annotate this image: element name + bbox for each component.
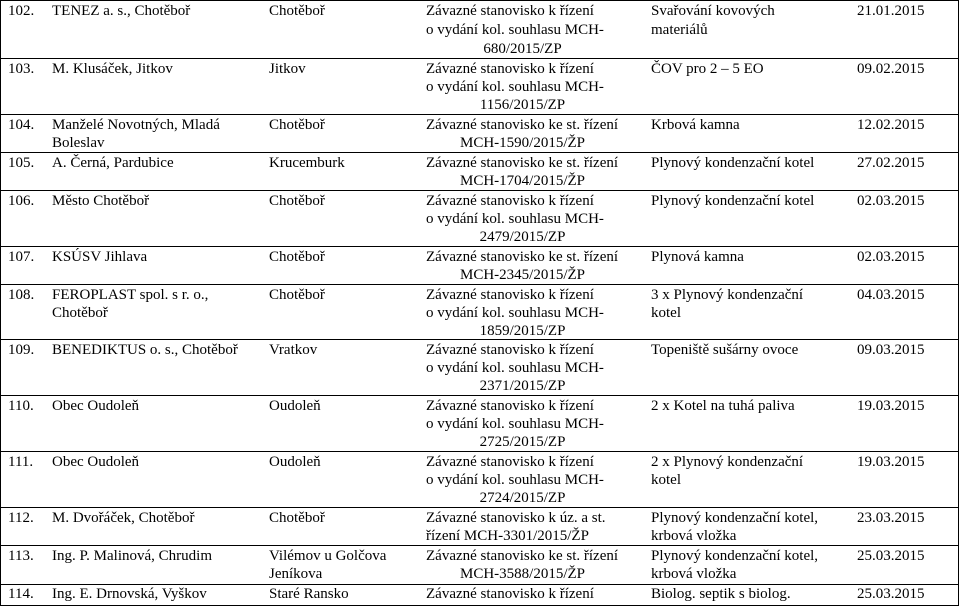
row-divider [0, 114, 959, 115]
subject: Plynová kamna [651, 249, 744, 265]
document-line: Závazné stanovisko k řízení [426, 342, 594, 358]
subject: krbová vložka [651, 528, 737, 544]
location: Krucemburk [269, 155, 345, 171]
row-divider [0, 284, 959, 285]
date: 21.01.2015 [857, 3, 925, 19]
subject: Topeniště sušárny ovoce [651, 342, 799, 358]
document-line: o vydání kol. souhlasu MCH- [426, 79, 604, 95]
location: Chotěboř [269, 117, 325, 133]
document-line: 2725/2015/ZP [479, 434, 566, 450]
applicant: Ing. P. Malinová, Chrudim [52, 548, 212, 564]
row-divider [0, 545, 959, 546]
row-number: 113. [8, 548, 34, 564]
document-line: MCH-1704/2015/ŽP [459, 173, 585, 189]
row-divider [0, 152, 959, 153]
document-line: Závazné stanovisko ke st. řízení [426, 155, 619, 171]
document-line: Závazné stanovisko k úz. a st. [426, 510, 606, 526]
document-line: 2371/2015/ZP [479, 378, 566, 394]
document-line: MCH-1590/2015/ŽP [459, 135, 585, 151]
document-line: Závazné stanovisko ke st. řízení [426, 249, 619, 265]
applicant: TENEZ a. s., Chotěboř [52, 3, 191, 19]
location: Chotěboř [269, 287, 325, 303]
document-line: MCH-2345/2015/ŽP [459, 267, 585, 283]
date: 19.03.2015 [857, 398, 925, 414]
location: Jeníkova [269, 566, 323, 582]
subject: kotel [651, 472, 681, 488]
document-line: Závazné stanovisko k řízení [426, 3, 594, 19]
subject: Plynový kondenzační kotel [651, 193, 815, 209]
document-line: o vydání kol. souhlasu MCH- [426, 360, 604, 376]
row-number: 110. [8, 398, 34, 414]
subject: krbová vložka [651, 566, 737, 582]
document-line: Závazné stanovisko k řízení [426, 398, 594, 414]
subject: Plynový kondenzační kotel [651, 155, 815, 171]
applicant: KSÚSV Jihlava [52, 249, 148, 265]
location: Staré Ransko [269, 586, 349, 602]
applicant: Manželé Novotných, Mladá [52, 117, 220, 133]
applicant: M. Klusáček, Jitkov [52, 61, 173, 77]
subject: Plynový kondenzační kotel, [651, 510, 819, 526]
date: 27.02.2015 [857, 155, 925, 171]
row-divider [0, 58, 959, 59]
subject: Biolog. septik s biolog. [651, 586, 791, 602]
document-line: o vydání kol. souhlasu MCH- [426, 22, 604, 38]
applicant: Ing. E. Drnovská, Vyškov [52, 586, 207, 602]
document-line: o vydání kol. souhlasu MCH- [426, 472, 604, 488]
document-line: Závazné stanovisko ke st. řízení [426, 548, 619, 564]
date: 23.03.2015 [857, 510, 925, 526]
row-number: 106. [8, 193, 35, 209]
location: Chotěboř [269, 3, 325, 19]
document-line: 2724/2015/ZP [479, 490, 566, 506]
document-line: 1156/2015/ZP [479, 97, 566, 113]
row-divider [0, 190, 959, 191]
document-line: Závazné stanovisko k řízení [426, 193, 594, 209]
document-line: řízení MCH-3301/2015/ŽP [426, 528, 589, 544]
location: Vratkov [269, 342, 318, 358]
applicant: A. Černá, Pardubice [52, 155, 174, 171]
row-number: 105. [8, 155, 35, 171]
subject: 2 x Kotel na tuhá paliva [651, 398, 795, 414]
document-line: Závazné stanovisko k řízení [426, 287, 594, 303]
applicant: Boleslav [52, 135, 105, 151]
document-line: Závazné stanovisko k řízení [426, 586, 594, 602]
row-divider [0, 246, 959, 247]
row-number: 102. [8, 3, 35, 19]
date: 02.03.2015 [857, 249, 925, 265]
document-line: 1859/2015/ZP [479, 323, 566, 339]
document-line: Závazné stanovisko k řízení [426, 454, 594, 470]
subject: 2 x Plynový kondenzační [651, 454, 804, 470]
subject: ČOV pro 2 – 5 EO [651, 61, 764, 77]
document-line: Závazné stanovisko ke st. řízení [426, 117, 619, 133]
location: Chotěboř [269, 193, 325, 209]
row-divider [0, 451, 959, 452]
subject: materiálů [651, 22, 708, 38]
column-divider [0, 0, 1, 606]
document-line: o vydání kol. souhlasu MCH- [426, 305, 604, 321]
location: Oudoleň [269, 454, 321, 470]
applicant: Město Chotěboř [52, 193, 150, 209]
subject: Svařování kovových [651, 3, 775, 19]
row-number: 108. [8, 287, 35, 303]
row-number: 111. [8, 454, 34, 470]
applicant: BENEDIKTUS o. s., Chotěboř [52, 342, 238, 358]
row-number: 104. [8, 117, 35, 133]
row-number: 112. [8, 510, 34, 526]
row-divider [0, 0, 959, 1]
location: Jitkov [269, 61, 306, 77]
document-line: 680/2015/ZP [483, 41, 562, 57]
location: Oudoleň [269, 398, 321, 414]
date: 19.03.2015 [857, 454, 925, 470]
row-number: 109. [8, 342, 35, 358]
date: 09.02.2015 [857, 61, 925, 77]
row-number: 103. [8, 61, 35, 77]
date: 12.02.2015 [857, 117, 925, 133]
row-divider [0, 507, 959, 508]
date: 25.03.2015 [857, 548, 925, 564]
applicant: Obec Oudoleň [52, 454, 140, 470]
applicant: Chotěboř [52, 305, 108, 321]
applicant: M. Dvořáček, Chotěboř [52, 510, 195, 526]
document-line: MCH-3588/2015/ŽP [459, 566, 585, 582]
row-divider [0, 395, 959, 396]
subject: Plynový kondenzační kotel, [651, 548, 819, 564]
document-line: o vydání kol. souhlasu MCH- [426, 211, 604, 227]
document-line: o vydání kol. souhlasu MCH- [426, 416, 604, 432]
subject: Krbová kamna [651, 117, 740, 133]
document-line: 2479/2015/ZP [479, 229, 566, 245]
date: 25.03.2015 [857, 586, 925, 602]
subject: 3 x Plynový kondenzační [651, 287, 804, 303]
date: 02.03.2015 [857, 193, 925, 209]
row-number: 114. [8, 586, 34, 602]
date: 09.03.2015 [857, 342, 925, 358]
location: Chotěboř [269, 510, 325, 526]
subject: kotel [651, 305, 681, 321]
applicant: FEROPLAST spol. s r. o., [52, 287, 209, 303]
location: Vilémov u Golčova [269, 548, 387, 564]
location: Chotěboř [269, 249, 325, 265]
date: 04.03.2015 [857, 287, 925, 303]
applicant: Obec Oudoleň [52, 398, 140, 414]
row-number: 107. [8, 249, 35, 265]
document-line: Závazné stanovisko k řízení [426, 61, 594, 77]
